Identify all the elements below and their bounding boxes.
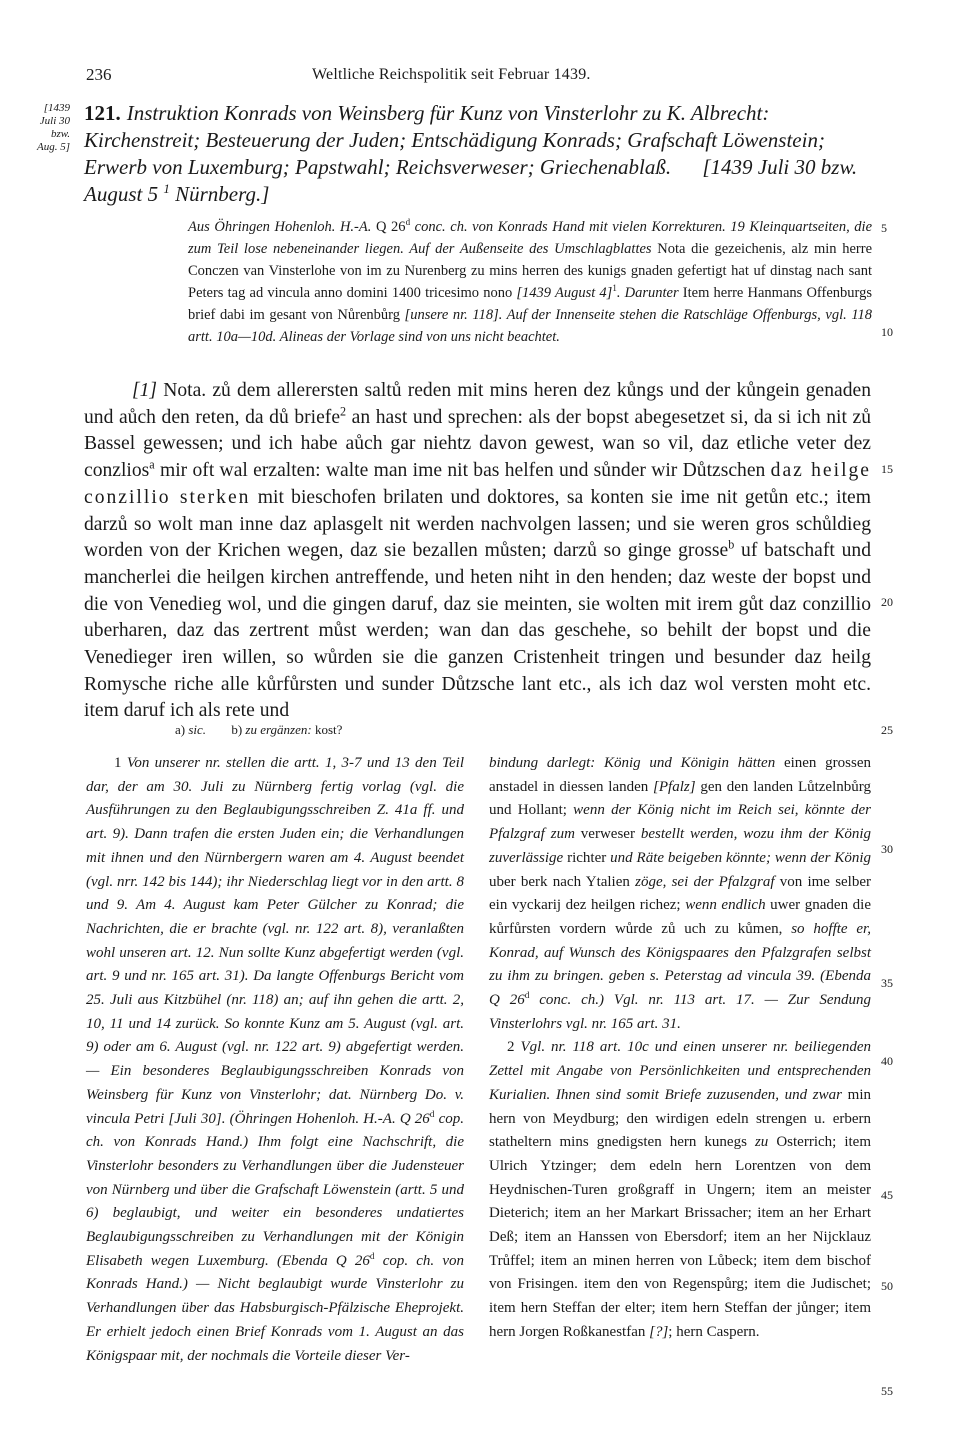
line-number: 45: [881, 1188, 893, 1202]
line-number: 20: [881, 595, 893, 609]
source-note: Aus Öhringen Hohenloh. H.-A. Q 26$^d$ conc. ch. von Konrads Hand mit vielen Korrekturen. 19 Kleinquartseiten, die zum Teil lose nebeneinander liegen. Auf der Außenseite des Umschlagblattes Nota die gezeichenis, alz min herre Conczen van Vinsterlohe von im zu Nurenberg zu mins herren des kunigs gnaden gefertigt hat uf dinstag nach sant Peters tag ad vincula anno domini 1400 tricesimo nono [1439 August 4]$^1$. Darunter Item herre Hanmans Offenburgs brief dabi im gesant von Nůrenbůrg [unsere nr. 118]. Auf der Innenseite stehen die Ratschläge Offenburgs, vgl. 118 artt. 10a—10d. Alineas der Vorlage sind von uns nicht beachtet.: [188, 217, 873, 345]
footnotes-right-column: bindung darlegt: König und Königin hätten einen grossen anstadel in diessen landen [Pfalz] gen den landen Lůtzelnbůrg und Hollant; wenn der König nicht im Reich sei, könnte der Pfalzgraf zum verweser bestellt werden, wozu ihm der König zuverlässige richter und Räte beigeben könnte; wenn der König uber berk nach Ytalien zöge, sei der Pfalzgraf von ime selber ein vyckarij dez heilgen richez; wenn endlich uwer gnaden die kůrfůrsten vordern wůrde zů uch zu kůmen, so hoffte er, Konrad, auf Wunsch des Königspaares den Pfalzgrafen selbst zu ihm zu bringen. geben s. Peterstag ad vincula 39. (Ebenda Q 26$^d$ conc. ch.) Vgl. nr. 113 art. 17. — Zur Sendung Vinsterlohrs vgl. nr. 165 art. 31. 2 Vgl. nr. 118 art. 10c und einen unserer nr. beiliegenden Zettel mit Angabe von Persönlichkeiten und entsprechenden Kurialien. Ihnen sind somit Briefe zuzusenden, und zwar min hern von Meydburg; den wirdigen edeln strengen u. erbern statheltern mins gnedigsten hern kunegs zu Osterrich; item Ulrich Ytzinger; dem edeln hern Lorentzen von dem Heydnischen-Turen großgraff in Ungern; item an meister Dieterich; item an her Markart Brissacher; item an her Erhart Deß; item an Hanssen von Ebersdorf; item an her Nijcklauz Trůffel; item an minen herren von Lůbeck; item dem bischof von Frisingen. item den von Regenspůrg; item die Judischet; item hern Steffan der elter; item hern Steffan der jůnger; item hern Jorgen Roßkanestfan [?]; hern Caspern.: [489, 755, 872, 1340]
document-date: [1439 Juli 30 bzw. August 5 $^1$ Nürnberg.]: [84, 155, 858, 206]
margin-date: [26, 102, 70, 154]
line-number: 25: [881, 723, 893, 737]
variant-b-word: kost?: [311, 722, 343, 737]
article-number: [1]: [132, 380, 158, 401]
line-number: 55: [881, 1384, 893, 1398]
footnotes-left-column: 1 Von unserer nr. stellen die artt. 1, 3-7 und 13 den Teil dar, der am 30. Juli zu Nürnberg fertig vorlag (vgl. die Ausführungen zu den Beglaubigungsschreiben Z. 41a ff. und art. 9). Dann trafen die ersten Juden ein; die Verhandlungen mit ihnen und den Nürnbergern waren am 4. August beendet (vgl. nrr. 142 bis 144); ihr Niederschlag liegt vor in den artt. 8 und 9. Am 4. August kam Peter Gülcher zu Konrad; die Nachrichten, die er brachte (vgl. nr. 122 art. 8), veranlaßten wohl unseren art. 12. Nun sollte Kunz abgefertigt werden (vgl. art. 9 und nr. 165 art. 31). Da langte Offenburgs Bericht vom 25. Juli aus Kitzbühel (nr. 118) an; auf ihn gehen die artt. 2, 10, 11 und 14 zurück. So konnte Kunz am 5. August (vgl. art. 9) oder am 6. August (vgl. nr. 122 art. 9) abgefertigt werden. — Ein besonderes Beglaubigungsschreiben Konrads von Weinsberg für Kunz von Vinsterlohr; dat. Nürnberg Do. v. vincula Petri [Juli 30]. (Öhringen Hohenloh. H.-A. Q 26$^d$ cop. ch. von Konrads Hand.) Ihm folgt eine Nachschrift, die Vinsterlohr besonders zu Verhandlungen über die Judensteuer von Nürnberg und über die Grafschaft Löwenstein (artt. 5 und 6) beglaubigt, und weiter ein besonderes undatiertes Beglaubigungsschreiben zu Verhandlungen mit der Königin Elisabeth wegen Luxemburg. (Ebenda Q 26$^d$ cop. ch. von Konrads Hand.) — Nicht beglaubigt wurde Vinsterlohr zu Verhandlungen über das Habsburgisch-Pfälzische Eheprojekt. Er erhielt jedoch einen Brief Konrads vom 1. August an das Königspaar mit, der nochmals die Vorteile dieser Ver-: [86, 755, 464, 1364]
document-heading: [84, 100, 884, 208]
line-number: 10: [881, 325, 893, 339]
variant-a-text: sic.: [188, 722, 207, 737]
line-number: 5: [881, 221, 887, 235]
variant-b-text: zu ergänzen:: [245, 722, 312, 737]
variant-a-label: a): [175, 722, 186, 737]
line-number: 35: [881, 976, 893, 990]
footnote-ref: 1: [163, 181, 170, 196]
variant-b-label: b): [231, 722, 243, 737]
variant-notes: [175, 722, 342, 738]
footnote-number: 1: [114, 755, 122, 771]
line-number: 40: [881, 1054, 893, 1068]
footnote-number: 2: [507, 1039, 515, 1056]
line-number: 50: [881, 1279, 893, 1293]
document-title: Instruktion Konrads von Weinsberg für Kunz von Vinsterlohr zu K. Albrecht: Kirchenstreit; Besteuerung der Juden; Entschädigung Konrads; Grafschaft Löwenstein; Erwerb von Luxemburg; Papstwahl; Reichsverweser; Griechenablaß.: [84, 101, 825, 179]
main-text: [1] Nota. zů dem allerersten saltů reden mit mins heren dez kůngs und der kůngein genaden und aůch den reten, da dů briefe$^2$ an hast und sprechen: als der bopst abegesetzet si, da si ich nit zů Bassel gewessen; und ich habe aůch gar niehtz davon gewest, wan so vil, daz etliche veter dez conzlios$^a$ mir oft wal erzalten: walte man ime nit bas helfen und sůnder wir Důtzschen daz heilge conzillio sterken mit bieschofen brilaten und doktores, sa konten sie ime nit getůn etc.; item darzů so wolt man inne daz aplasgelt nit werden nachvolgen lassen; und sie weren gros schůldieg worden von der Krichen wegen, daz sie bezallen můsten; darzů so ginge grosse$^b$ uf batschaft und mancherlei die heilgen kirchen antreffende, und heten niht in den henden; daz weste der bopst und die von Venedieg wol, und die gingen daruf, daz sie meinten, sie wolten mit irem gůt daz conzillio uberharen, daz das zertrent můst werden; wan dan das geschehe, so behilt der bopst und die Venedieger iren willen, so wůrden sie die ganzen Cristenheit tringen und besunder daz heilg Romysche riche alle kůrfůrsten und sunder Důtzsche lant etc., als ich daz wol versten moht etc. item daruf ich als rete und: [84, 380, 872, 722]
margin-date-line: [1439: [43, 102, 70, 114]
running-title: Weltliche Reichspolitik seit Februar 1439.: [312, 66, 591, 83]
margin-date-line: Aug. 5]: [37, 141, 70, 153]
page-number: 236: [86, 65, 112, 84]
margin-date-line: Juli 30: [39, 115, 70, 127]
document-number: 121.: [84, 101, 121, 125]
margin-date-line: bzw.: [50, 128, 70, 140]
line-number: 30: [881, 842, 893, 856]
line-number: 15: [881, 462, 893, 476]
